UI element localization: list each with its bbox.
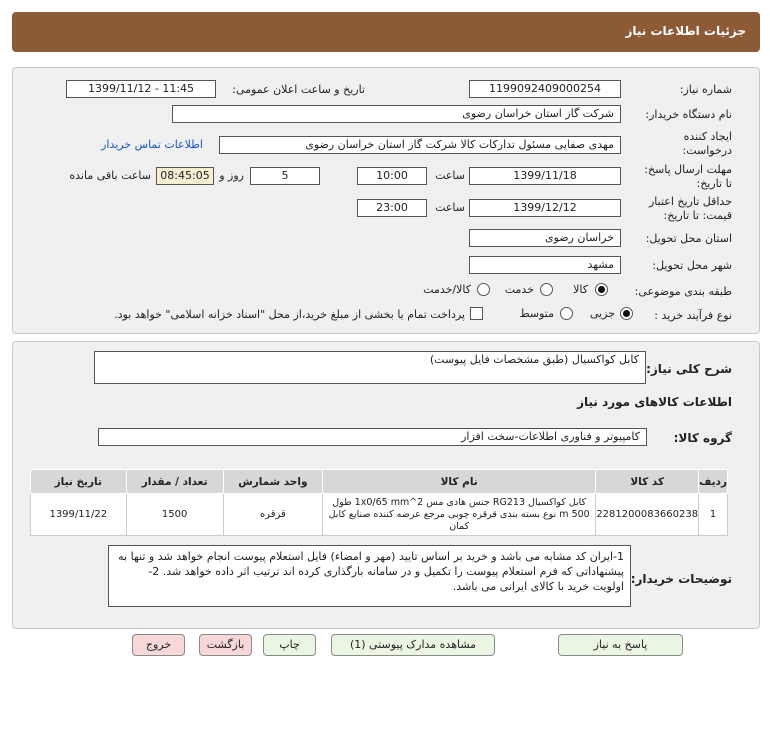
category-option-goods: کالا	[573, 283, 588, 296]
goods-group-field: کامپیوتر و فناوری اطلاعات-سخت افزار	[98, 428, 647, 446]
province-label: استان محل تحویل:	[645, 232, 732, 245]
col-row: ردیف	[699, 470, 728, 494]
city-label: شهر محل تحویل:	[652, 259, 732, 272]
page-title-bar	[12, 12, 760, 52]
table-row	[31, 494, 728, 536]
creator-label-2: درخواست:	[682, 144, 732, 157]
deadline-time-field: 10:00	[357, 167, 427, 185]
reply-button[interactable]: پاسخ به نیاز	[558, 634, 683, 656]
exit-button[interactable]: خروج	[132, 634, 185, 656]
validity-date-field: 1399/12/12	[469, 199, 621, 217]
goods-table-header	[31, 470, 728, 494]
col-code: کد کالا	[596, 470, 699, 494]
deadline-label-2: تا تاریخ:	[696, 177, 732, 190]
purchase-radio-minor[interactable]	[620, 307, 633, 320]
col-date: تاریخ نیاز	[31, 470, 127, 494]
category-option-service: خدمت	[504, 283, 534, 296]
col-qty: تعداد / مقدار	[126, 470, 223, 494]
need-number-field: 1199092409000254	[469, 80, 621, 98]
category-option-goods-service: کالا/خدمت	[423, 283, 471, 296]
remaining-time-field: 08:45:05	[156, 167, 214, 185]
purchase-type-label: نوع فرآیند خرید :	[654, 309, 732, 322]
purchase-option-minor: جزیی	[589, 307, 615, 320]
cell-date: 1399/11/22	[31, 494, 127, 536]
buyer-org-label: نام دستگاه خریدار:	[645, 108, 732, 121]
purchase-radio-medium[interactable]	[560, 307, 573, 320]
validity-time-field: 23:00	[357, 199, 427, 217]
announce-field: 1399/11/12 - 11:45	[66, 80, 216, 98]
category-label: طبقه بندی موضوعی:	[634, 285, 732, 298]
summary-field: کابل کواکسیال (طبق مشخصات فایل پیوست)	[94, 351, 646, 384]
announce-label: تاریخ و ساعت اعلان عمومی:	[232, 83, 365, 96]
contact-buyer-link[interactable]: اطلاعات تماس خریدار	[101, 138, 203, 151]
buyer-org-field: شرکت گاز استان خراسان رضوی	[172, 105, 621, 123]
cell-code: 2281200083660238	[596, 494, 699, 536]
deadline-date-field: 1399/11/18	[469, 167, 621, 185]
buyer-notes-field: 1-ایران کد مشابه می باشد و خرید بر اساس تایید (مهر و امضاء) فایل استعلام پیوست انجام خواهد شد و تنها به پیشنهاداتی که فرم استعلام پیوست را تکمیل و در سامانه بارگذاری کرده اند ترتیب اثر داده خواهد شد. 2- اولویت خرید با کالای ایرانی می باشد.	[108, 545, 631, 607]
deadline-label-1: مهلت ارسال پاسخ:	[644, 163, 732, 176]
province-field: خراسان رضوی	[469, 229, 621, 247]
back-button[interactable]: بازگشت	[199, 634, 252, 656]
page-title: جزئیات اطلاعات نیاز	[625, 24, 746, 38]
category-radio-service[interactable]	[540, 283, 553, 296]
cell-unit: قرقره	[223, 494, 322, 536]
remaining-label: ساعت باقی مانده	[69, 169, 151, 182]
cell-row: 1	[699, 494, 728, 536]
cell-qty: 1500	[126, 494, 223, 536]
category-radio-goods[interactable]	[595, 283, 608, 296]
need-number-label: شماره نیاز:	[679, 83, 732, 96]
validity-time-label: ساعت	[435, 201, 465, 214]
treasury-checkbox[interactable]	[470, 307, 483, 320]
days-field: 5	[250, 167, 320, 185]
validity-label-1: حداقل تاریخ اعتبار	[648, 195, 732, 208]
attachments-button[interactable]: مشاهده مدارک پیوستی (1)	[331, 634, 495, 656]
validity-label-2: قیمت: تا تاریخ:	[663, 209, 732, 222]
category-radio-goods-service[interactable]	[477, 283, 490, 296]
treasury-note: پرداخت تمام یا بخشی از مبلغ خرید،از محل "اسناد خزانه اسلامی" خواهد بود.	[114, 308, 465, 321]
purchase-option-medium: متوسط	[519, 307, 554, 320]
creator-field: مهدی صفایی مسئول تدارکات کالا شرکت گاز استان خراسان رضوی	[219, 136, 621, 154]
goods-table	[30, 469, 728, 536]
buyer-notes-label: توضیحات خریدار:	[630, 572, 732, 586]
days-label: روز و	[219, 169, 244, 182]
goods-section-title: اطلاعات کالاهای مورد نیاز	[577, 395, 732, 409]
city-field: مشهد	[469, 256, 621, 274]
col-unit: واحد شمارش	[223, 470, 322, 494]
summary-label: شرح کلی نیاز:	[646, 362, 732, 376]
deadline-time-label: ساعت	[435, 169, 465, 182]
col-name: نام کالا	[323, 470, 596, 494]
creator-label-1: ایجاد کننده	[683, 130, 732, 143]
goods-group-label: گروه کالا:	[673, 431, 732, 445]
cell-name: کابل کواکسیال RG213 جنس هادی مس 2^1x0/65 mm طول 500 m نوع بسته بندی قرقره چوبی مرجع عرضه کننده صنایع کابل کمان	[323, 494, 596, 536]
print-button[interactable]: چاپ	[263, 634, 316, 656]
